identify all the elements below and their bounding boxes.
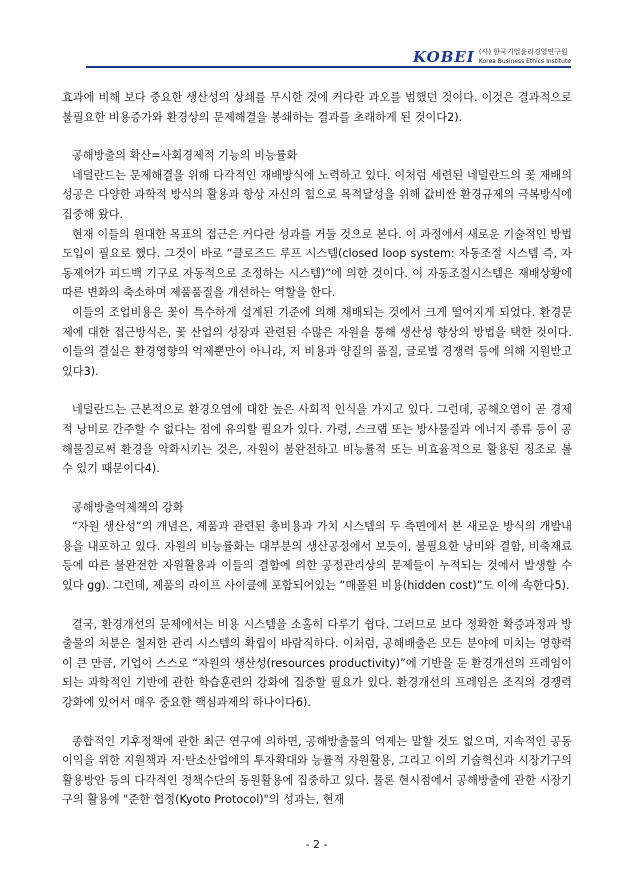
logo-korean-name: (사) 한국기업윤리경영연구원 — [478, 48, 568, 56]
paragraph-2: 네덜란드는 문제해결을 위해 다각적인 재배방식에 노력하고 있다. 이처럼 세련된 네덜란드의 꽃 재배의 성공은 다양한 과학적 방식의 활용과 항상 자신의 힘으로 목적달성을 위해 값비싼 환경규제의 극복방식에 집중해 왔다. — [62, 168, 572, 221]
logo-english-name: Korea Business Ethics Institute — [478, 58, 571, 65]
logo-text — [479, 48, 571, 66]
section-heading-2: 공해방출억제책의 강화 — [72, 500, 184, 514]
kbei-logo — [413, 46, 571, 66]
paragraph-3: 현재 이들의 원대한 목표의 접근은 커다란 성과를 거둘 것으로 본다. 이 과정에서 새로운 기술적인 방법도입이 필요로 했다. 그것이 바로 “클로즈드 루프 시스템(closed loop system: 자동조절 시스템 즉, 자동제어가 피드백 기구로 자동적으로 조정하는 시스템)”에 의한 것이다. 이 자동조절시스템은 재배상황에 따른 변화의 축소하며 제품품질을 개선하는 역할을 한다. — [62, 227, 572, 300]
paragraph-7: 결국, 환경개선의 문제에서는 비용 시스템을 소홀히 다루기 쉽다. 그러므로 보다 정확한 확증과정과 방출물의 처분은 철저한 관리 시스템의 확립이 바람직하다. 이처럼, 공해배출은 모든 분야에 미치는 영향력이 큰 만큼, 기업이 스스로 “자원의 생산성(resources productivity)”에 기반을 둔 환경개선의 프레임이 되는 과학적인 기반에 관한 학습훈련의 강화에 집중할 필요가 있다. 환경개선의 프레임은 조직의 경쟁력강화에 있어서 매우 중요한 핵심과제의 하나이다6). — [62, 617, 572, 710]
page-header — [86, 46, 571, 68]
logo-mark: KOBEI — [413, 48, 475, 66]
paragraph-4: 이들의 조업비용은 꽃이 특수하게 설계된 기준에 의해 재배되는 것에서 크게 떨어지게 되었다. 환경문제에 대한 접근방식은, 꽃 산업의 성장과 관련된 수많은 자원을 통해 생산성 향상의 방법을 택한 것이다. 이들의 결실은 환경영향의 억제뿐만이 아니라, 저 비용과 양질의 품질, 글로벌 경쟁력 등에 의해 지원받고 있다3). — [62, 305, 572, 378]
paragraph-1: 효과에 비해 보다 중요한 생산성의 상쇄를 무시한 것에 커다란 과오를 범했던 것이다. 이것은 결과적으로 불필요한 비용증가와 환경상의 문제해결을 봉쇄하는 결과를 초래하게 된 것이다2). — [62, 91, 572, 124]
page-number: - 2 - — [305, 838, 328, 851]
section-heading-1: 공해방출의 확산=사회경제적 기능의 비능률화 — [72, 149, 298, 163]
paragraph-5: 네덜란드는 근본적으로 환경오염에 대한 높은 사회적 인식을 가지고 있다. 그런데, 공해오염이 곧 경제적 낭비로 간주할 수 없다는 점에 유의할 필요가 있다. 가령, 스크랩 또는 방사물질과 에너지 종류 등이 공해물질로써 환경을 악화시키는 것은, 자원이 불완전하고 비능률적 또는 비효율적으로 활용된 징조로 볼 수 있기 때문이다4). — [62, 403, 572, 476]
paragraph-6: “자원 생산성”의 개념은, 제품과 관련된 총비용과 가치 시스템의 두 측면에서 본 새로운 방식의 개발내용을 내포하고 있다. 자원의 비능률화는 대부분의 생산공정에서 보듯이, 불필요한 낭비와 결함, 비축재료 등에 따른 불완전한 자원활용과 이들의 결함에 의한 공정관리상의 문제들이 누적되는 것에서 발생할 수 있다 gg). 그런데, 제품의 라이프 사이클에 포함되어있는 “매몰된 비용(hidden cost)”도 이에 속한다5). — [62, 520, 572, 593]
paragraph-8: 종합적인 기후정책에 관한 최근 연구에 의하면, 공해방출물의 억제는 말할 것도 없으며, 지속적인 공동이익을 위한 지원책과 저·탄소산업에의 투자확대와 능률적 자원활용, 그리고 이의 기술혁신과 시장기구의 활용방안 등의 다각적인 정책수단의 동원활용에 집중하고 있다. 물론 현시점에서 공해방출에 관한 시장기구의 활용에 "준한 협정(Kyoto Protocol)"의 성과는, 현재 — [62, 734, 572, 807]
header-rule — [86, 66, 571, 68]
document-body — [62, 88, 572, 810]
